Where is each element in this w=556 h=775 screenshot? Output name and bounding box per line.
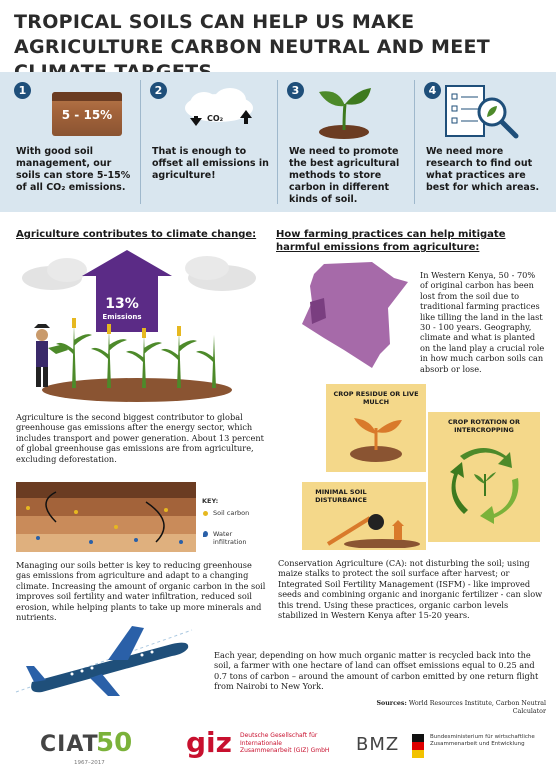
rotation-arrows-icon [446,444,524,524]
kenya-map [284,258,412,370]
key-water: Water infiltration [213,530,247,546]
water-drop-icon [203,531,208,537]
key-title: KEY: [202,497,219,505]
card-minimal-disturbance [302,482,426,550]
step-number: 2 [150,82,167,99]
divider [140,80,141,204]
right-paragraph: Conservation Agriculture (CA): not disturbing the soil; using maize stalks to protect the soil surface after harvest; or Integrated Soil Fertility Management (ISFM) - like improved seeds and combining organic and inorganic fertilizer - can slow this trend. Using these practices, organic carbon levels stabilized in Western Kenya after 15-20 years. [278,558,543,621]
giz-logo [186,726,336,770]
left-paragraph-1: Agriculture is the second biggest contributor to global greenhouse gas emissions after the energy sector, which includes transport and power generation. About 13 percent of global greenhouse gas emissions are from agriculture, excluding deforestation. [16,412,264,464]
german-flag-icon [412,734,424,758]
divider [414,80,415,204]
soil-profile-illustration [16,482,196,552]
step-number: 3 [287,82,304,99]
farm-emissions-illustration [12,240,267,405]
ciat-50-text: 50 [96,728,133,758]
co2-cloud-icon [174,86,264,136]
step-2 [144,78,274,206]
bmz-logo-text: BMZ [356,734,400,755]
airplane-icon [12,622,202,700]
seedling-icon [309,82,379,140]
card-crop-rotation [428,412,540,542]
step-4 [418,78,548,206]
divider [277,80,278,204]
ciat-logo-text: CIAT [40,732,99,757]
card-label: CROP ROTATION OR INTERCROPPING [448,418,520,434]
mulch-sprout-icon [346,410,406,466]
co2-label: CO₂ [207,114,224,123]
key-soil-carbon: Soil carbon [213,509,250,517]
percent-badge: 5 - 15% [61,108,113,122]
card-label: MINIMAL SOIL DISTURBANCE [315,488,367,504]
flight-text: Each year, depending on how much organic matter is recycled back into the soil, a farmer with one hectare of land can offset emissions equal to 0.25 and 0.7 tons of carbon – around the amount of carbon emitted by one return flight from Nairobi to New York. [214,650,539,692]
step-text: With good soil management, our soils can store 5-15% of all CO₂ emissions. [16,146,131,193]
sources-text: World Resources Institute, Carbon Neutral Calculator [408,700,546,715]
bmz-logo [356,730,546,770]
left-heading: Agriculture contributes to climate change: [16,229,257,240]
bmz-text: Bundesministerium für wirtschaftliche Zusammenarbeit und Entwicklung [430,734,535,747]
step-text: We need more research to find out what practices are best for which areas. [426,146,540,193]
page-title: TROPICAL SOILS CAN HELP US MAKE AGRICULTURE CARBON NEUTRAL AND MEET [14,11,491,58]
ciat-logo [40,726,160,770]
step-number: 1 [14,82,31,99]
soil-block-icon [52,92,122,136]
step-number: 4 [424,82,441,99]
card-label: CROP RESIDUE OR LIVE MULCH [333,390,419,406]
emissions-percent: 13% [105,296,139,312]
ciat-years: 1967–2017 [74,760,105,766]
step-1 [8,78,138,206]
planter-tool-icon [322,500,422,548]
left-paragraph-2: Managing our soils better is key to reducing greenhouse gas emissions from agriculture and adapt to a changing climate. Increasing the amount of organic carbon in the soil improves soil fertility and water infiltration, reduced soil erosion, while helping plants to take up more minerals and nutrients. [16,560,266,623]
giz-text: Deutsche Gesellschaft für Internationale Zusammenarbeit (GIZ) GmbH [240,732,330,754]
emissions-label: Emissions [102,313,142,321]
right-heading: How farming practices can help mitigate harmful emissions from agriculture: [276,229,506,253]
sources [352,700,546,716]
step-text: We need to promote the best agricultural methods to store carbon in different kinds of soil. [289,146,400,205]
giz-logo-text: giz [186,726,232,759]
research-checklist-icon [442,82,532,142]
card-crop-residue [326,384,426,472]
soil-carbon-dot-icon [203,511,208,516]
step-3 [281,78,411,206]
step-text: That is enough to offset all emissions in agriculture! [152,146,269,181]
kenya-text: In Western Kenya, 50 - 70% of original carbon has been lost from the soil due to traditional farming practices like tilling the land in the last 30 - 100 years. Geography, climate and what is planted on the land play a crucial role in how much carbon soils can absorb or lose. [420,270,545,374]
sources-label: Sources: [376,700,407,707]
